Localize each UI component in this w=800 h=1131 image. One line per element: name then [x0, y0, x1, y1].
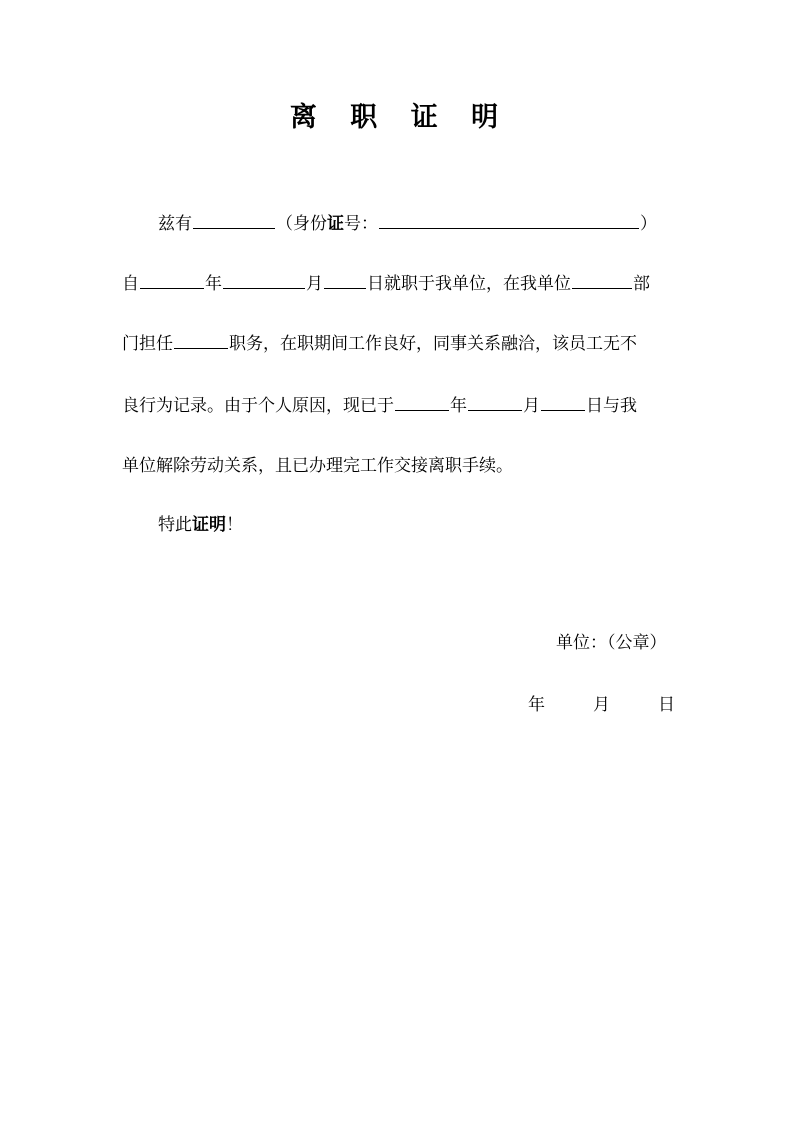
text-zhiwu: 职务，在职期间工作良好，同事关系融洽，该员工无不 [229, 334, 637, 354]
text-lianghang: 良行为记录。由于个人原因，现已于 [122, 396, 394, 416]
text-zi: 自 [122, 274, 139, 294]
text-exclaim: ！ [226, 515, 243, 535]
text-hao: 号： [344, 214, 378, 234]
paragraph-line-2 [122, 268, 678, 299]
text-yue: 月 [306, 274, 323, 294]
date-month-label: 月 [593, 695, 610, 715]
text-ri-jiuzhi: 日就职于我单位，在我单位 [367, 274, 571, 294]
department-blank[interactable] [572, 268, 632, 289]
leave-year-blank[interactable] [395, 390, 449, 411]
text-bu: 部 [633, 274, 650, 294]
position-blank[interactable] [174, 328, 228, 349]
date-day-label: 日 [658, 695, 675, 715]
id-number-blank[interactable] [379, 208, 639, 229]
text-nian: 年 [205, 274, 222, 294]
text-yue-2: 月 [523, 396, 540, 416]
paragraph-line-4 [122, 390, 637, 421]
start-day-blank[interactable] [324, 268, 366, 289]
text-zheng: 证 [327, 214, 344, 234]
text-nian-2: 年 [450, 396, 467, 416]
paragraph-line-5: 单位解除劳动关系，且已办理完工作交接离职手续。 [122, 456, 513, 476]
text-dan-ren: 门担任 [122, 334, 173, 354]
date-year-label: 年 [528, 695, 545, 715]
text-ziyou: 兹有 [158, 214, 192, 234]
leave-day-blank[interactable] [541, 390, 585, 411]
leave-month-blank[interactable] [468, 390, 522, 411]
name-blank[interactable] [193, 208, 275, 229]
text-teci: 特此 [158, 515, 192, 535]
start-month-blank[interactable] [223, 268, 305, 289]
unit-seal-label: 单位：（公章） [556, 633, 667, 653]
start-year-blank[interactable] [140, 268, 204, 289]
text-shenfen: （身份 [276, 214, 327, 234]
page-title: 离 职 证 明 [289, 102, 511, 133]
closing-line [158, 510, 243, 540]
text-close-paren: ） [640, 214, 657, 234]
paragraph-line-3 [122, 328, 637, 359]
paragraph-line-1 [158, 208, 657, 239]
signature-date [528, 690, 675, 720]
text-zhengming: 证明 [192, 515, 226, 535]
text-ri-yuwo: 日与我 [586, 396, 637, 416]
